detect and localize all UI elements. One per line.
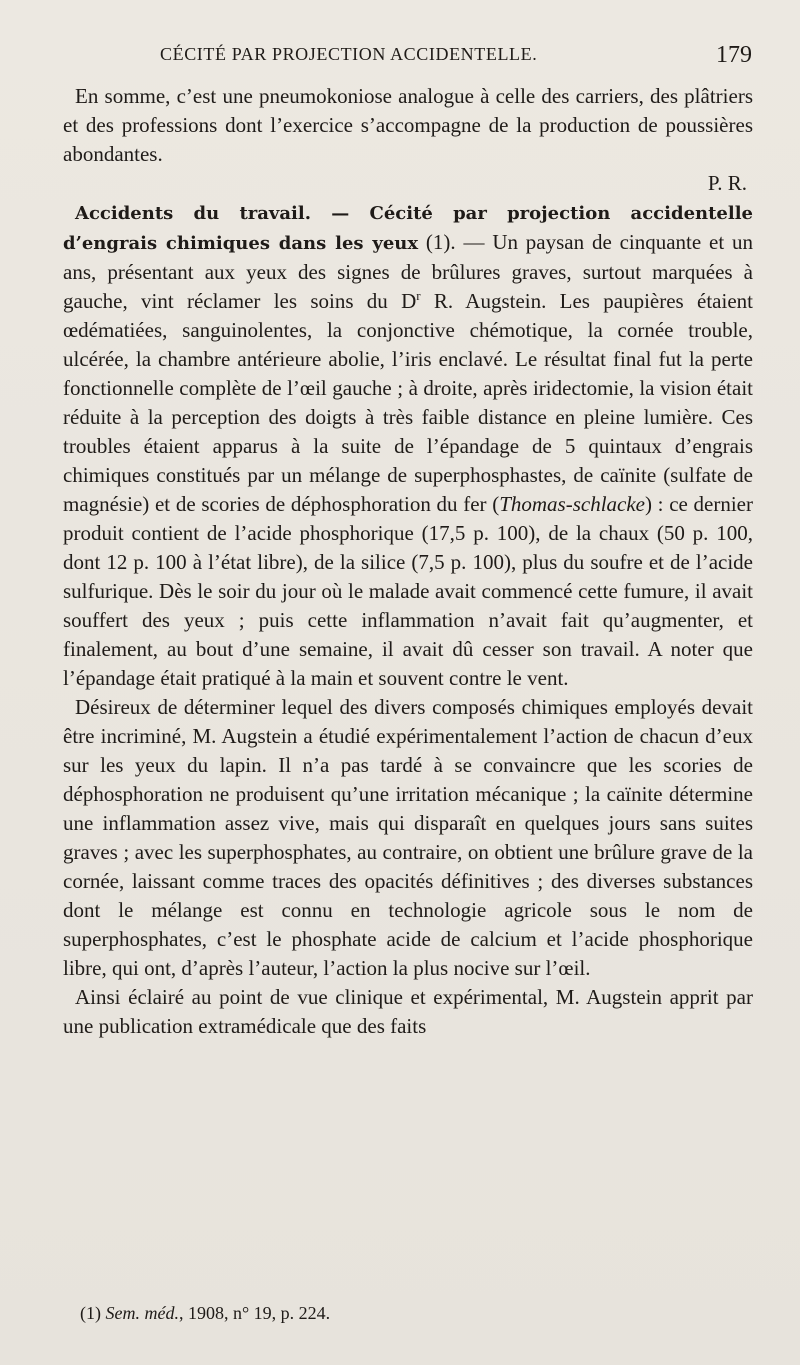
footnote — [80, 1301, 730, 1325]
footnote-details: , 1908, n° 19, p. 224. — [178, 1303, 331, 1323]
main-text — [63, 82, 753, 1041]
doctor-superscript: r — [416, 288, 421, 303]
section-heading: Accidents du travail. — Cécité par projection accidentelle d’engrais chimiques dans les yeux — [63, 203, 753, 254]
page-number: 179 — [716, 42, 752, 68]
author-signature: P. R. — [707, 171, 747, 195]
running-title: CÉCITÉ PAR PROJECTION ACCIDENTELLE. — [160, 44, 538, 64]
paragraph-summary: En somme, c’est une pneumokoniose analogue à celle des carriers, des plâtriers et des professions dont l’exercice s’accompagne de la production de poussières abondantes. — [63, 84, 753, 166]
paragraph-conclusion: Ainsi éclairé au point de vue clinique et expérimental, M. Augstein apprit par une publication extramédicale que des faits — [63, 985, 753, 1038]
paragraph-case-report — [63, 198, 753, 693]
italic-term: Thomas-schlacke — [499, 492, 645, 516]
footnote-reference: (1). — [425, 230, 456, 254]
footnote-source: Sem. méd. — [105, 1303, 179, 1323]
footnote-marker: (1) — [80, 1303, 101, 1323]
page-header — [60, 42, 752, 72]
case-text-middle: R. Augstein. Les paupières étaient œdématiées, sanguinolentes, la conjonctive chémotique, la cornée trouble, ulcérée, la chambre antérieure abolie, l’iris enclavé. Le résultat final fut la perte fonctionnelle complète de l’œil gauche ; à droite, après iridectomie, la vision était réduite à la perception des doigts à très faible distance en pleine lumière. Ces troubles étaient apparus à la suite de l’épandage de 5 quintaux d’engrais chimiques constitués par un mélange de superphosphastes, de caïnite (sulfate de magnésie) et de scories de déphosphoration du fer ( — [63, 289, 753, 516]
paragraph-experiment: Désireux de déterminer lequel des divers composés chimiques employés devait être incriminé, M. Augstein a étudié expérimentalement l’action de chacun d’eux sur les yeux du lapin. Il n’a pas tardé à se convaincre que les scories de déphosphoration ne produisent qu’une irritation mécanique ; la caïnite détermine une inflammation assez vive, mais qui disparaît en quelques jours sans suites graves ; avec les superphosphates, au contraire, on obtient une brûlure grave de la cornée, laissant comme traces des opacités définitives ; des diverses substances dont le mélange est connu en technologie agricole sous le nom de superphosphates, c’est le phosphate acide de calcium et l’acide phosphorique libre, qui ont, d’après l’auteur, l’action la plus nocive sur l’œil. — [63, 695, 753, 980]
case-text-end: ) : ce dernier produit contient de l’acide phosphorique (17,5 p. 100), de la chaux (50 p. 100, dont 12 p. 100 à l’état libre), de la silice (7,5 p. 100), plus du soufre et de l’acide sulfurique. Dès le soir du jour où le malade avait commencé cette fumure, il avait souffert des yeux ; puis cette inflammation n’avait fait qu’augmenter, et finalement, au bout d’une semaine, il avait dû cesser son travail. A noter que l’épandage était pratiqué à la main et souvent contre le vent. — [63, 492, 753, 690]
case-text-start: — Un paysan de cinquante et un ans, présentant aux yeux des signes de brûlures graves, surtout marquées à gauche, vint réclamer les soins du D — [63, 230, 754, 313]
